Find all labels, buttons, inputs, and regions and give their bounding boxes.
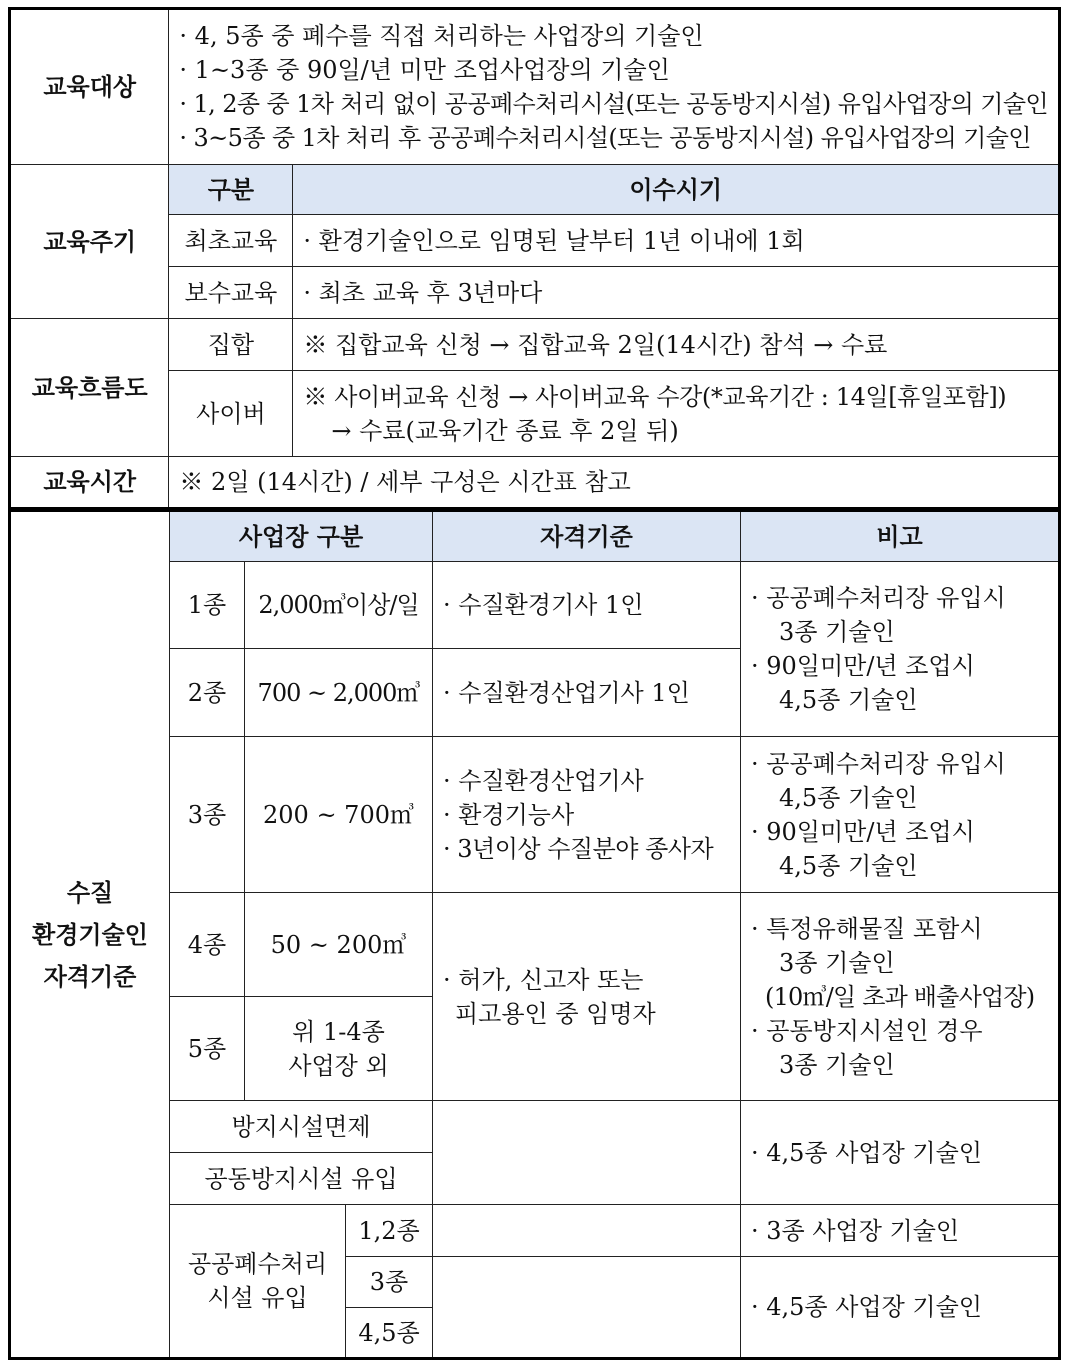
flow-text: [293, 319, 1060, 371]
note-line: 3종 기술인: [779, 948, 895, 977]
criteria-line: · 허가, 신고자 또는: [443, 965, 644, 994]
flow-type: 집합: [169, 319, 293, 371]
note-line: · 특정유해물질 포함시: [751, 914, 983, 943]
class-criteria: · 수질환경산업기사 1인: [433, 649, 741, 737]
class-note: [741, 893, 1060, 1101]
class-grade: 4종: [170, 893, 245, 997]
time-label: 교육시간: [10, 457, 169, 509]
public-criteria: [433, 1257, 741, 1359]
cycle-label: 교육주기: [10, 165, 169, 319]
exempt-note: · 4,5종 사업장 기술인: [741, 1101, 1060, 1205]
note-line: · 공공폐수처리장 유입시: [751, 584, 1006, 612]
note-line: · 90일미만/년 조업시: [751, 652, 975, 680]
flow-label: 교육흐름도: [10, 319, 169, 457]
exempt-label: 방지시설면제: [170, 1101, 433, 1153]
criteria-line: 피고용인 중 임명자: [455, 999, 656, 1028]
upper-table: [8, 7, 1061, 510]
flow-row: [10, 319, 1060, 371]
flow-text: [293, 371, 1060, 457]
criteria-line: · 환경기능사: [443, 800, 575, 829]
qualification-label-line: 수질: [66, 878, 114, 907]
public-note: · 3종 사업장 기술인: [741, 1205, 1060, 1257]
exempt-criteria: [433, 1101, 741, 1205]
flow-type: 사이버: [169, 371, 293, 457]
target-label: 교육대상: [10, 9, 169, 165]
cycle-period: · 환경기술인으로 임명된 날부터 1년 이내에 1회: [293, 215, 1060, 267]
class-volume: [245, 997, 433, 1101]
public-note: · 4,5종 사업장 기술인: [741, 1257, 1060, 1359]
public-class: 4,5종: [346, 1308, 433, 1359]
site-header: 사업장 구분: [170, 511, 433, 562]
flow-line: ※ 집합교육 신청 → 집합교육 2일(14시간) 참석 → 수료: [303, 330, 888, 359]
note-line: (10㎥/일 초과 배출사업장): [765, 982, 1035, 1011]
public-class: 3종: [346, 1257, 433, 1308]
cycle-period-header: 이수시기: [293, 165, 1060, 215]
cycle-period: · 최초 교육 후 3년마다: [293, 267, 1060, 319]
target-line: · 1, 2종 중 1차 처리 없이 공공폐수처리시설(또는 공동방지시설) 유입사업장의 기술인: [179, 90, 1048, 118]
note-line: · 90일미만/년 조업시: [751, 817, 975, 846]
class-criteria: · 수질환경기사 1인: [433, 562, 741, 649]
class-grade: 3종: [170, 737, 245, 893]
joint-label: 공동방지시설 유입: [170, 1153, 433, 1205]
cycle-type-header: 구분: [169, 165, 293, 215]
public-label-line: 시설 유입: [207, 1284, 308, 1312]
class-criteria: [433, 737, 741, 893]
time-value: ※ 2일 (14시간) / 세부 구성은 시간표 참고: [169, 457, 1060, 509]
volume-line: 사업장 외: [288, 1051, 389, 1080]
flow-line: ※ 사이버교육 신청 → 사이버교육 수강(*교육기간 : 14일[휴일포함]): [303, 382, 1007, 411]
target-row: [10, 9, 1060, 165]
flow-line: → 수료(교육기간 종료 후 2일 뒤): [331, 416, 679, 445]
note-line: 3종 기술인: [779, 1050, 895, 1079]
target-line: · 3~5종 중 1차 처리 후 공공폐수처리시설(또는 공동방지시설) 유입사업장의 기술인: [179, 124, 1031, 152]
public-label: [170, 1205, 346, 1359]
note-line: 4,5종 기술인: [779, 686, 918, 714]
note-header: 비고: [741, 511, 1060, 562]
cycle-type: 보수교육: [169, 267, 293, 319]
criteria-line: · 3년이상 수질분야 종사자: [443, 834, 714, 863]
public-criteria: [433, 1205, 741, 1257]
class-note: [741, 737, 1060, 893]
criteria-header: 자격기준: [433, 511, 741, 562]
target-content: [169, 9, 1060, 165]
cycle-type: 최초교육: [169, 215, 293, 267]
note-line: · 공공폐수처리장 유입시: [751, 749, 1006, 778]
class-volume: 700 ~ 2,000㎥: [245, 649, 433, 737]
note-line: 3종 기술인: [779, 618, 895, 646]
criteria-line: · 수질환경산업기사: [443, 766, 644, 795]
note-line: 4,5종 기술인: [779, 783, 918, 812]
target-line: · 4, 5종 중 폐수를 직접 처리하는 사업장의 기술인: [179, 22, 704, 50]
qualification-label-line: 자격기준: [43, 962, 137, 991]
class-volume: 50 ~ 200㎥: [245, 893, 433, 997]
class-volume: 2,000㎥이상/일: [245, 562, 433, 649]
class-grade: 2종: [170, 649, 245, 737]
class-note: [741, 562, 1060, 737]
qualification-table: [8, 509, 1061, 1360]
qualification-label-line: 환경기술인: [32, 920, 148, 949]
class-volume: 200 ~ 700㎥: [245, 737, 433, 893]
target-line: · 1~3종 중 90일/년 미만 조업사업장의 기술인: [179, 56, 670, 84]
note-line: · 공동방지시설인 경우: [751, 1016, 983, 1045]
class-grade: 1종: [170, 562, 245, 649]
public-label-line: 공공폐수처리: [187, 1250, 328, 1278]
volume-line: 위 1-4종: [292, 1017, 385, 1046]
time-row: [10, 457, 1060, 509]
class-criteria: [433, 893, 741, 1101]
public-class: 1,2종: [346, 1205, 433, 1257]
note-line: 4,5종 기술인: [779, 851, 918, 880]
qualification-label: [10, 511, 170, 1359]
class-grade: 5종: [170, 997, 245, 1101]
